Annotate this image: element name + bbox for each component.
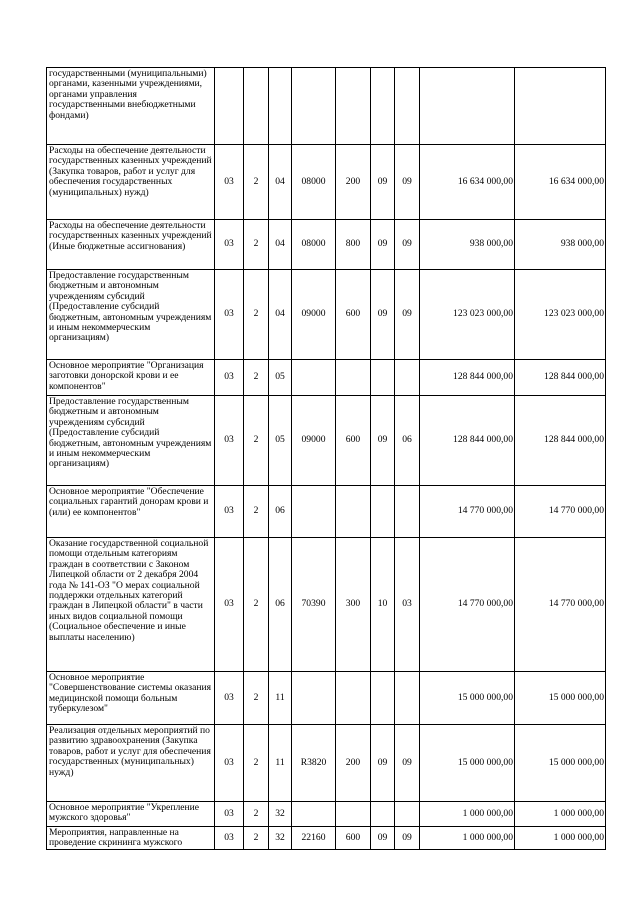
program-code-cell: 03 bbox=[215, 145, 244, 220]
table-row bbox=[47, 68, 606, 145]
event-code-cell: 05 bbox=[269, 396, 292, 486]
amount-cell-1: 1 000 000,00 bbox=[420, 827, 515, 850]
row-name-cell: Основное мероприятие "Совершенствование системы оказания медицинской помощи больным туберкулезом" bbox=[47, 672, 215, 725]
budget-table bbox=[46, 67, 606, 850]
expense-type-cell: 600 bbox=[336, 396, 371, 486]
subprogram-code-cell: 2 bbox=[244, 486, 269, 538]
section-cell bbox=[371, 360, 395, 396]
expense-type-cell bbox=[336, 802, 371, 827]
event-code-cell: 04 bbox=[269, 220, 292, 270]
direction-code-cell: 08000 bbox=[292, 145, 336, 220]
subsection-cell: 09 bbox=[395, 220, 420, 270]
section-cell: 09 bbox=[371, 270, 395, 360]
amount-cell-2: 15 000 000,00 bbox=[515, 725, 606, 802]
event-code-cell: 05 bbox=[269, 360, 292, 396]
amount-cell-2: 14 770 000,00 bbox=[515, 486, 606, 538]
expense-type-cell: 600 bbox=[336, 270, 371, 360]
table-row bbox=[47, 220, 606, 270]
program-code-cell: 03 bbox=[215, 396, 244, 486]
direction-code-cell: 08000 bbox=[292, 220, 336, 270]
subsection-cell: 09 bbox=[395, 725, 420, 802]
subprogram-code-cell: 2 bbox=[244, 827, 269, 850]
subsection-cell bbox=[395, 360, 420, 396]
subsection-cell bbox=[395, 68, 420, 145]
event-code-cell bbox=[269, 68, 292, 145]
row-name-cell: Оказание государственной социальной помощи отдельным категориям граждан в соответствии с Законом Липецкой области от 2 декабря 2004 года № 141-ОЗ "О мерах социальной поддержки отдельных категорий граждан в Липецкой области" в части иных видов социальной помощи (Социальное обеспечение и иные выплаты населению) bbox=[47, 538, 215, 672]
amount-cell-1: 128 844 000,00 bbox=[420, 360, 515, 396]
section-cell: 09 bbox=[371, 220, 395, 270]
subprogram-code-cell: 2 bbox=[244, 270, 269, 360]
expense-type-cell: 800 bbox=[336, 220, 371, 270]
direction-code-cell: 70390 bbox=[292, 538, 336, 672]
program-code-cell: 03 bbox=[215, 802, 244, 827]
amount-cell-2: 938 000,00 bbox=[515, 220, 606, 270]
amount-cell-2: 16 634 000,00 bbox=[515, 145, 606, 220]
section-cell bbox=[371, 802, 395, 827]
direction-code-cell bbox=[292, 672, 336, 725]
amount-cell-1 bbox=[420, 68, 515, 145]
subprogram-code-cell: 2 bbox=[244, 145, 269, 220]
row-name-cell: государственными (муниципальными) органами, казенными учреждениями, органами управления государственными внебюджетными фондами) bbox=[47, 68, 215, 145]
expense-type-cell: 200 bbox=[336, 145, 371, 220]
expense-type-cell: 300 bbox=[336, 538, 371, 672]
table-row bbox=[47, 270, 606, 360]
amount-cell-1: 938 000,00 bbox=[420, 220, 515, 270]
section-cell bbox=[371, 672, 395, 725]
program-code-cell: 03 bbox=[215, 672, 244, 725]
amount-cell-2: 15 000 000,00 bbox=[515, 672, 606, 725]
subprogram-code-cell: 2 bbox=[244, 672, 269, 725]
table-row bbox=[47, 360, 606, 396]
direction-code-cell bbox=[292, 360, 336, 396]
subsection-cell: 09 bbox=[395, 145, 420, 220]
amount-cell-2: 14 770 000,00 bbox=[515, 538, 606, 672]
amount-cell-1: 128 844 000,00 bbox=[420, 396, 515, 486]
table-row bbox=[47, 827, 606, 850]
amount-cell-1: 16 634 000,00 bbox=[420, 145, 515, 220]
subprogram-code-cell: 2 bbox=[244, 802, 269, 827]
direction-code-cell: 22160 bbox=[292, 827, 336, 850]
table-row bbox=[47, 725, 606, 802]
direction-code-cell: 09000 bbox=[292, 396, 336, 486]
table-row bbox=[47, 802, 606, 827]
direction-code-cell bbox=[292, 68, 336, 145]
direction-code-cell: R3820 bbox=[292, 725, 336, 802]
row-name-cell: Основное мероприятие "Обеспечение социальных гарантий донорам крови и (или) ее компонентов" bbox=[47, 486, 215, 538]
event-code-cell: 04 bbox=[269, 270, 292, 360]
amount-cell-1: 15 000 000,00 bbox=[420, 672, 515, 725]
subsection-cell bbox=[395, 672, 420, 725]
amount-cell-1: 123 023 000,00 bbox=[420, 270, 515, 360]
amount-cell-2: 1 000 000,00 bbox=[515, 802, 606, 827]
program-code-cell: 03 bbox=[215, 486, 244, 538]
row-name-cell: Мероприятия, направленные на проведение скрининга мужского bbox=[47, 827, 215, 850]
subsection-cell: 03 bbox=[395, 538, 420, 672]
expense-type-cell: 200 bbox=[336, 725, 371, 802]
expense-type-cell: 600 bbox=[336, 827, 371, 850]
section-cell: 09 bbox=[371, 725, 395, 802]
subprogram-code-cell: 2 bbox=[244, 360, 269, 396]
section-cell bbox=[371, 486, 395, 538]
subsection-cell bbox=[395, 486, 420, 538]
amount-cell-1: 15 000 000,00 bbox=[420, 725, 515, 802]
program-code-cell: 03 bbox=[215, 538, 244, 672]
subprogram-code-cell: 2 bbox=[244, 220, 269, 270]
subsection-cell: 06 bbox=[395, 396, 420, 486]
expense-type-cell bbox=[336, 360, 371, 396]
amount-cell-2: 128 844 000,00 bbox=[515, 360, 606, 396]
amount-cell-2: 1 000 000,00 bbox=[515, 827, 606, 850]
section-cell: 09 bbox=[371, 827, 395, 850]
amount-cell-1: 14 770 000,00 bbox=[420, 486, 515, 538]
section-cell: 09 bbox=[371, 396, 395, 486]
event-code-cell: 11 bbox=[269, 725, 292, 802]
row-name-cell: Основное мероприятие "Организация заготовки донорской крови и ее компонентов" bbox=[47, 360, 215, 396]
table-row bbox=[47, 145, 606, 220]
direction-code-cell: 09000 bbox=[292, 270, 336, 360]
table-row bbox=[47, 538, 606, 672]
table-row bbox=[47, 486, 606, 538]
event-code-cell: 06 bbox=[269, 486, 292, 538]
section-cell: 09 bbox=[371, 145, 395, 220]
expense-type-cell bbox=[336, 486, 371, 538]
amount-cell-1: 1 000 000,00 bbox=[420, 802, 515, 827]
direction-code-cell bbox=[292, 486, 336, 538]
program-code-cell: 03 bbox=[215, 827, 244, 850]
table-row bbox=[47, 396, 606, 486]
row-name-cell: Расходы на обеспечение деятельности государственных казенных учреждений (Иные бюджетные ассигнования) bbox=[47, 220, 215, 270]
row-name-cell: Реализация отдельных мероприятий по развитию здравоохранения (Закупка товаров, работ и услуг для обеспечения государственных (муниципальных) нужд) bbox=[47, 725, 215, 802]
expense-type-cell bbox=[336, 672, 371, 725]
subprogram-code-cell: 2 bbox=[244, 538, 269, 672]
subsection-cell: 09 bbox=[395, 827, 420, 850]
event-code-cell: 11 bbox=[269, 672, 292, 725]
amount-cell-1: 14 770 000,00 bbox=[420, 538, 515, 672]
subsection-cell: 09 bbox=[395, 270, 420, 360]
subprogram-code-cell: 2 bbox=[244, 725, 269, 802]
program-code-cell bbox=[215, 68, 244, 145]
amount-cell-2 bbox=[515, 68, 606, 145]
event-code-cell: 32 bbox=[269, 827, 292, 850]
event-code-cell: 32 bbox=[269, 802, 292, 827]
event-code-cell: 06 bbox=[269, 538, 292, 672]
subprogram-code-cell bbox=[244, 68, 269, 145]
amount-cell-2: 128 844 000,00 bbox=[515, 396, 606, 486]
event-code-cell: 04 bbox=[269, 145, 292, 220]
section-cell bbox=[371, 68, 395, 145]
row-name-cell: Предоставление государственным бюджетным и автономным учреждениям субсидий (Предоставление субсидий бюджетным, автономным учреждениям и иным некоммерческим организациям) bbox=[47, 396, 215, 486]
row-name-cell: Предоставление государственным бюджетным и автономным учреждениям субсидий (Предоставление субсидий бюджетным, автономным учреждениям и иным некоммерческим организациям) bbox=[47, 270, 215, 360]
row-name-cell: Основное мероприятие "Укрепление мужского здоровья" bbox=[47, 802, 215, 827]
program-code-cell: 03 bbox=[215, 360, 244, 396]
program-code-cell: 03 bbox=[215, 725, 244, 802]
row-name-cell: Расходы на обеспечение деятельности государственных казенных учреждений (Закупка товаров, работ и услуг для обеспечения государственных (муниципальных) нужд) bbox=[47, 145, 215, 220]
expense-type-cell bbox=[336, 68, 371, 145]
program-code-cell: 03 bbox=[215, 270, 244, 360]
table-row bbox=[47, 672, 606, 725]
section-cell: 10 bbox=[371, 538, 395, 672]
amount-cell-2: 123 023 000,00 bbox=[515, 270, 606, 360]
direction-code-cell bbox=[292, 802, 336, 827]
subprogram-code-cell: 2 bbox=[244, 396, 269, 486]
subsection-cell bbox=[395, 802, 420, 827]
table-body bbox=[47, 68, 606, 850]
program-code-cell: 03 bbox=[215, 220, 244, 270]
